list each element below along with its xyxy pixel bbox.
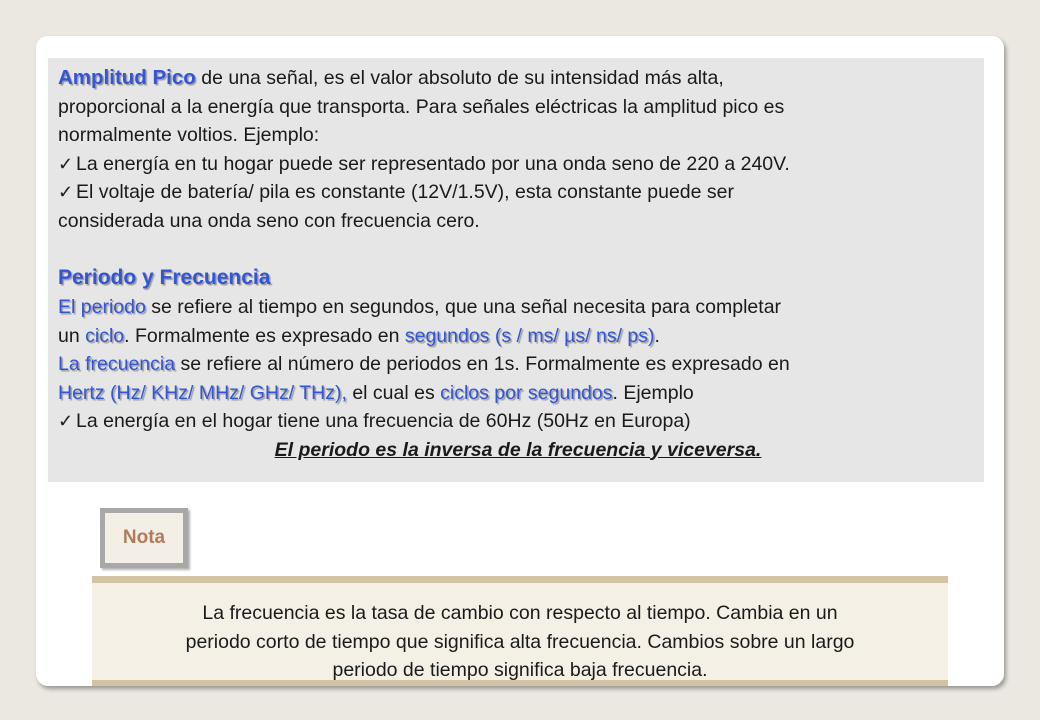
periodo-heading-line: [58, 263, 978, 293]
amplitud-line2: proporcional a la energía que transporta. Para señales eléctricas la amplitud pico es: [58, 95, 785, 118]
term-segundos: segundos (s / ms/ µs/ ns/ ps): [404, 324, 655, 347]
bullet-1-text: La energía en tu hogar puede ser representado por una onda seno de 220 a 240V.: [76, 152, 790, 175]
frecuencia-line2: [58, 379, 978, 408]
term-hertz: Hertz (Hz/ KHz/ MHz/ GHz/ THz),: [58, 381, 347, 404]
amplitud-paragraph: [58, 64, 978, 93]
periodo-dot: .: [654, 324, 660, 347]
check-icon: ✓: [58, 153, 74, 174]
term-periodo: El periodo: [58, 296, 146, 318]
check-icon: ✓: [58, 411, 74, 431]
periodo-bullet: [58, 407, 978, 436]
periodo-line2: [58, 322, 978, 351]
amplitud-heading: Amplitud Pico: [58, 66, 196, 89]
note-line-3: periodo de tiempo significa baja frecuencia.: [332, 659, 708, 681]
term-frecuencia: La frecuencia: [58, 353, 176, 375]
periodo-bullet-text: La energía en el hogar tiene una frecuencia de 60Hz (50Hz en Europa): [76, 410, 691, 432]
periodo-text2: . Formalmente es expresado en: [124, 324, 405, 347]
periodo-line1: [58, 293, 978, 322]
amplitud-bullet-2: [58, 178, 978, 207]
amplitud-bullet-2-cont: considerada una onda seno con frecuencia cero.: [58, 209, 480, 232]
term-ciclos: ciclos por segundos: [440, 381, 613, 404]
frecuencia-text3: . Ejemplo: [612, 381, 694, 404]
periodo-text1: se refiere al tiempo en segundos, que una señal necesita para completar: [145, 296, 782, 318]
periodo-un: un: [58, 324, 86, 347]
frecuencia-line1: [58, 350, 978, 379]
note-line-2: periodo corto de tiempo que significa alta frecuencia. Cambios sobre un largo: [185, 630, 855, 653]
periodo-emphasis: El periodo es la inversa de la frecuencia y viceversa.: [274, 438, 762, 461]
check-icon: ✓: [58, 182, 74, 202]
periodo-heading: Periodo y Frecuencia: [58, 266, 271, 289]
amplitud-lead: de una señal, es el valor absoluto de su intensidad más alta,: [195, 67, 724, 89]
amplitud-line3: normalmente voltios. Ejemplo:: [58, 124, 320, 146]
note-box: [92, 576, 948, 686]
frecuencia-text1: se refiere al número de periodos en 1s. Formalmente es expresado en: [175, 353, 790, 375]
term-ciclo: ciclo: [85, 324, 125, 347]
note-text: [92, 599, 948, 685]
nota-button[interactable]: Nota: [100, 508, 188, 568]
main-content: [58, 64, 978, 464]
note-line-1: La frecuencia es la tasa de cambio con respecto al tiempo. Cambia en un: [202, 602, 838, 624]
frecuencia-text2: el cual es: [346, 381, 441, 404]
amplitud-bullet-1: [58, 150, 978, 179]
bullet-2-text: El voltaje de batería/ pila es constante (12V/1.5V), esta constante puede ser: [76, 181, 734, 203]
